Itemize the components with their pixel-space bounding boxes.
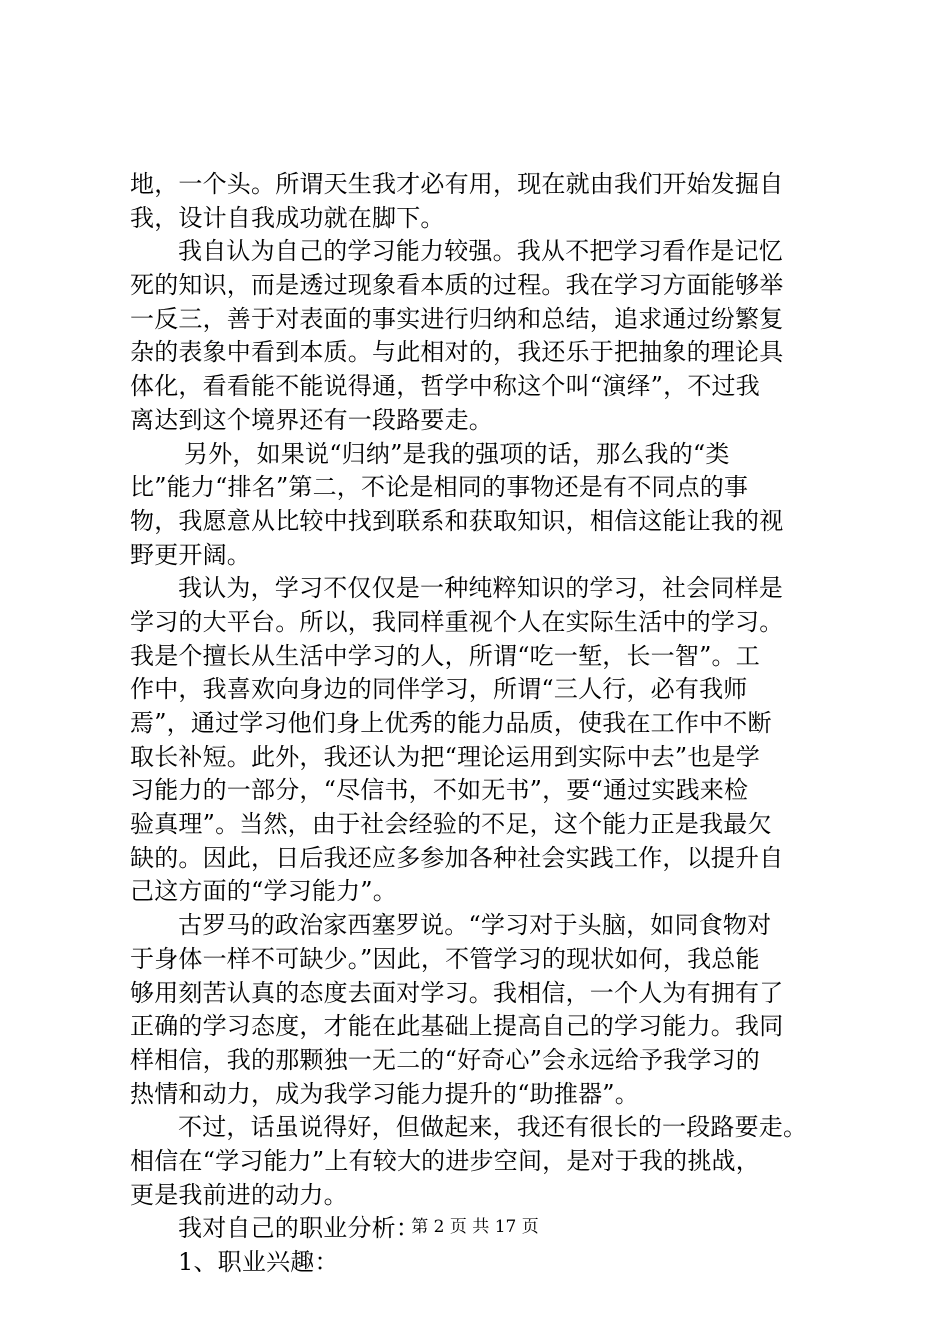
text-line: 我，设计自我成功就在脚下。 [130, 203, 445, 232]
text-line: 于身体一样不可缺少。”因此，不管学习的现状如何，我总能 [130, 944, 760, 973]
text-line: 相信在“学习能力”上有较大的进步空间，是对于我的挑战， [130, 1146, 760, 1175]
text-line: 学习的大平台。所以，我同样重视个人在实际生活中的学习。 [130, 607, 784, 636]
text-line: 古罗马的政治家西塞罗说。“学习对于头脑，如同食物对 [178, 911, 772, 940]
text-line: 地，一个头。所谓天生我才必有用，现在就由我们开始发掘自 [130, 170, 784, 198]
text-line: 体化，看看能不能说得通，哲学中称这个叫“演绎”，不过我 [130, 372, 760, 401]
text-line: 缺的。因此，日后我还应多参加各种社会实践工作，以提升自 [130, 843, 784, 872]
text-line: 死的知识，而是透过现象看本质的过程。我在学习方面能够举 [130, 271, 784, 300]
text-line: 样相信，我的那颗独一无二的“好奇心”会永远给予我学习的 [130, 1045, 760, 1074]
text-line: 习能力的一部分，“尽信书，不如无书”，要“通过实践来检 [130, 776, 749, 805]
text-line: 物，我愿意从比较中找到联系和获取知识，相信这能让我的视 [130, 506, 784, 535]
text-line: 我对自己的职业分析： [178, 1214, 420, 1243]
text-line: 比”能力“排名”第二，不论是相同的事物还是有不同点的事 [130, 473, 749, 502]
text-line: 够用刻苦认真的态度去面对学习。我相信，一个人为有拥有了 [130, 978, 784, 1007]
text-line: 杂的表象中看到本质。与此相对的，我还乐于把抽象的理论具 [130, 338, 784, 367]
text-line: 我自认为自己的学习能力较强。我从不把学习看作是记忆 [178, 237, 783, 266]
page-footer: 第 2 页 共 17 页 [411, 1217, 539, 1237]
text-line: 我认为，学习不仅仅是一种纯粹知识的学习，社会同样是 [178, 574, 783, 603]
text-line: 离达到这个境界还有一段路要走。 [130, 405, 493, 434]
text-line: 验真理”。当然，由于社会经验的不足，这个能力正是我最欠 [130, 810, 772, 839]
text-line: 1、职业兴趣： [178, 1248, 339, 1276]
text-line: 己这方面的“学习能力”。 [130, 877, 397, 906]
text-line: 野更开阔。 [130, 540, 251, 569]
text-line: 正确的学习态度，才能在此基础上提高自己的学习能力。我同 [130, 1012, 784, 1041]
text-line: 我是个擅长从生活中学习的人，所谓“吃一堑，长一智”。工 [130, 641, 760, 670]
text-line: 焉”，通过学习他们身上优秀的能力品质，使我在工作中不断 [130, 709, 772, 737]
text-line: 不过，话虽说得好，但做起来，我还有很长的一段路要走。 [178, 1113, 808, 1142]
text-line: 一反三，善于对表面的事实进行归纳和总结，追求通过纷繁复 [130, 304, 784, 333]
text-line: 取长补短。此外，我还认为把“理论运用到实际中去”也是学 [130, 742, 760, 771]
text-line: 更是我前进的动力。 [130, 1180, 348, 1209]
body-text [130, 168, 840, 1280]
text-line: 另外，如果说“归纳”是我的强项的话，那么我的“类 [184, 439, 730, 468]
text-line: 作中，我喜欢向身边的同伴学习，所谓“三人行，必有我师 [130, 675, 748, 704]
text-line: 热情和动力，成为我学习能力提升的“助推器”。 [130, 1079, 639, 1108]
